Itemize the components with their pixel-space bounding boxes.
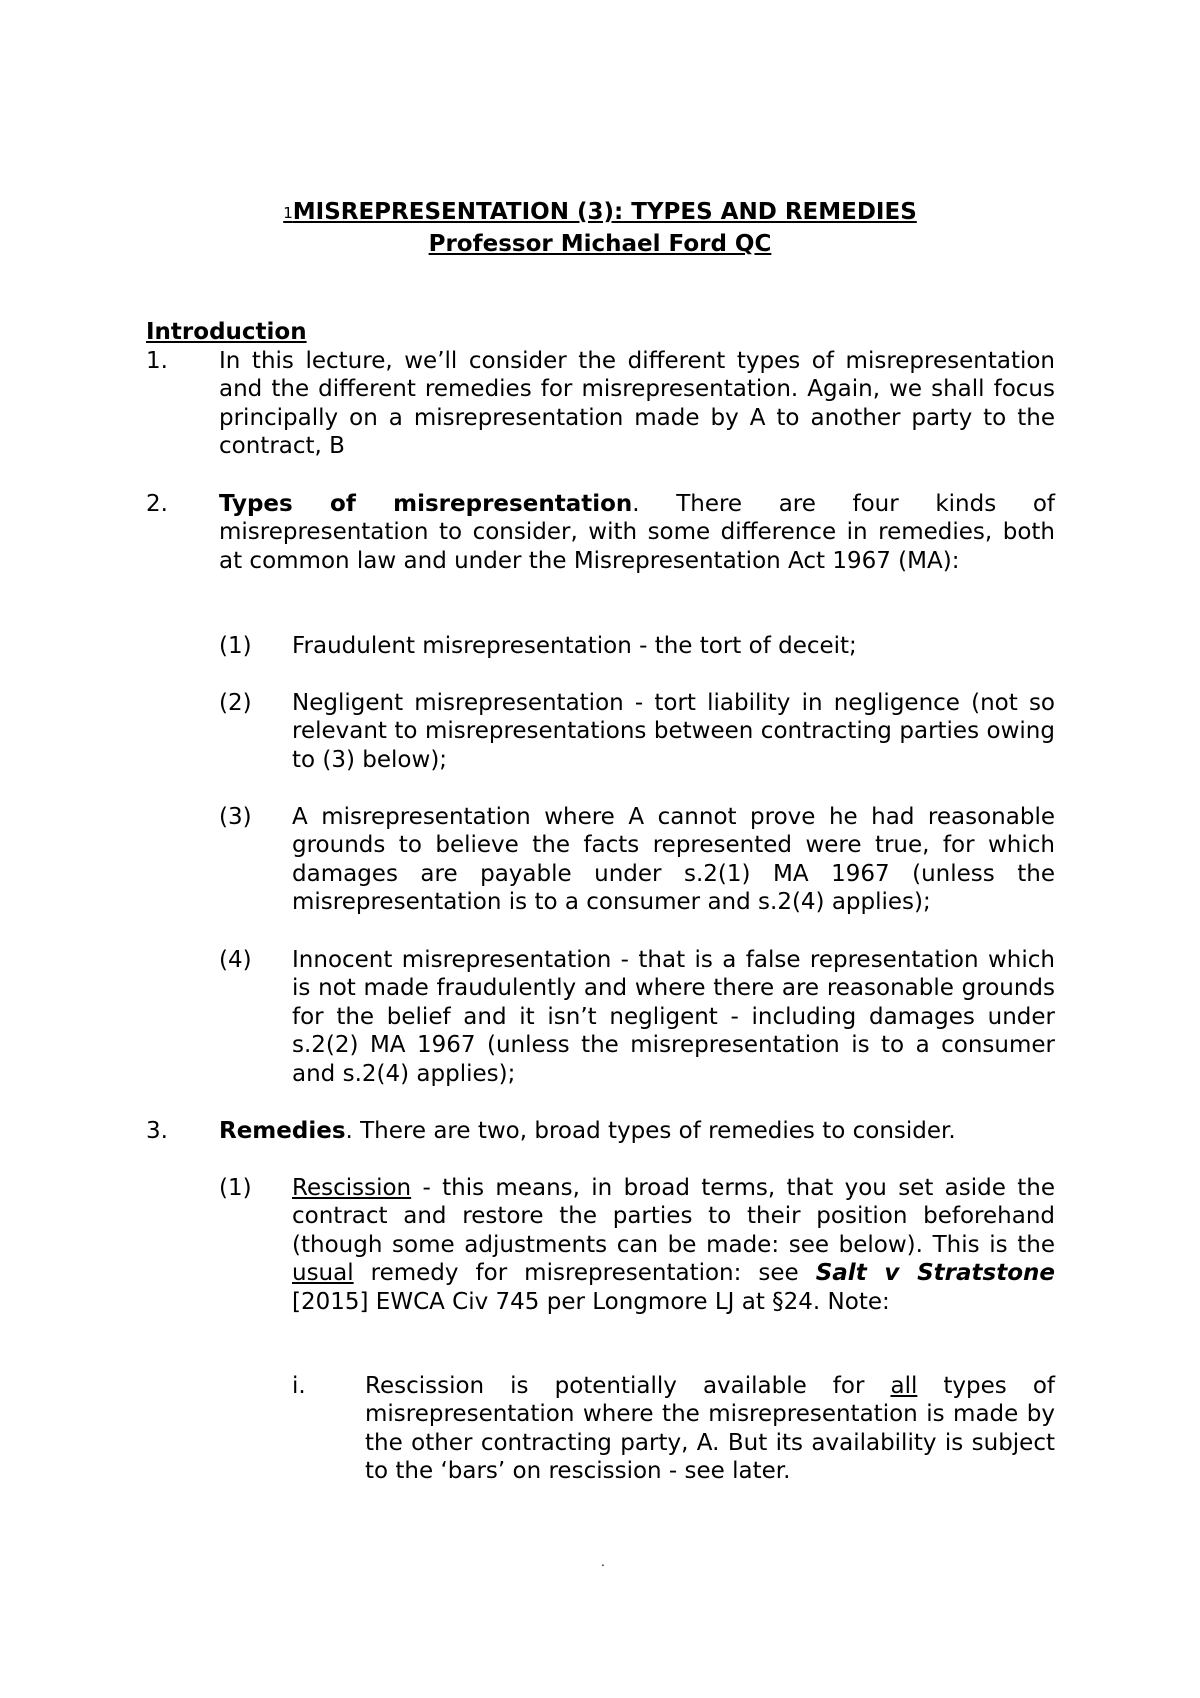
rescission-term: Rescission bbox=[292, 1175, 412, 1201]
subitem-i-label: i. bbox=[292, 1373, 306, 1399]
item4-label: (4) bbox=[219, 947, 252, 973]
item4-text: Innocent misrepresentation - that is a false representation which is not made fraudulently and where there are reasonable grounds for the belief and it isn’t negligent - including damages under s.2(2) MA 1967 (unless the misrepresentation is to a consumer and s.2(4) applies); bbox=[292, 947, 1055, 1087]
document-author: Professor Michael Ford QC bbox=[428, 231, 772, 258]
document-title bbox=[0, 198, 1200, 227]
case-name: Salt v Stratstone bbox=[815, 1260, 1055, 1287]
item1-text: Fraudulent misrepresentation - the tort of deceit; bbox=[292, 633, 857, 659]
subitem-i-text bbox=[365, 1372, 1055, 1486]
remedy1-label: (1) bbox=[219, 1175, 252, 1201]
item3-text: A misrepresentation where A cannot prove he had reasonable grounds to believe the facts represented were true, for which damages are payable under s.2(1) MA 1967 (unless the misrepresentation is to a consumer and s.2(4) applies); bbox=[292, 804, 1055, 916]
item3-label: (3) bbox=[219, 804, 252, 830]
remedy1-text-b: remedy for misrepresentation: see bbox=[353, 1260, 816, 1287]
introduction-heading: Introduction bbox=[146, 319, 307, 345]
usual-term: usual bbox=[292, 1260, 354, 1287]
title-text: MISREPRESENTATION (3): TYPES AND REMEDIES bbox=[292, 199, 917, 225]
all-term: all bbox=[890, 1373, 918, 1399]
para1-text: In this lecture, we’ll consider the different types of misrepresentation and the different remedies for misrepresentation. Again, we shall focus principally on a misrepresentation made by A to another party to the contract, B bbox=[219, 348, 1055, 460]
para2-bold-lead: Types of misrepresentation bbox=[219, 491, 633, 517]
para2-body: . There are four kinds of misrepresentation to consider, with some difference in remedies, both at common law and under the Misrepresentation Act 1967 (MA): bbox=[219, 491, 1055, 574]
subitem-i-text-b: types of misrepresentation where the misrepresentation is made by the other contracting party, A. But its availability is subject to the ‘bars’ on rescission - see later. bbox=[365, 1373, 1055, 1485]
remedy1-text-a: - this means, in broad terms, that you set aside the contract and restore the parties to their position beforehand (though some adjustments can be made: see below). This is the bbox=[292, 1175, 1055, 1258]
para1-number: 1. bbox=[146, 348, 168, 374]
title-block bbox=[0, 198, 1200, 259]
item2-label: (2) bbox=[219, 690, 252, 716]
subitem-i-text-a: Rescission is potentially available for bbox=[365, 1373, 891, 1399]
para3-number: 3. bbox=[146, 1118, 168, 1144]
para3-body: . There are two, broad types of remedies to consider. bbox=[345, 1118, 956, 1144]
item2-text: Negligent misrepresentation - tort liability in negligence (not so relevant to misrepresentations between contracting parties owing to (3) below); bbox=[292, 690, 1055, 773]
remedy1-text-c: [2015] EWCA Civ 745 per Longmore LJ at §24. Note: bbox=[292, 1288, 890, 1315]
para3-text bbox=[219, 1117, 1055, 1145]
item1-label: (1) bbox=[219, 633, 252, 659]
remedy1-text bbox=[292, 1174, 1055, 1316]
footnote-marker: 1 bbox=[283, 204, 293, 222]
para2-text bbox=[219, 490, 1055, 575]
footer-mark: . bbox=[601, 1555, 605, 1569]
para2-number: 2. bbox=[146, 491, 168, 517]
para3-bold-lead: Remedies bbox=[219, 1118, 346, 1144]
